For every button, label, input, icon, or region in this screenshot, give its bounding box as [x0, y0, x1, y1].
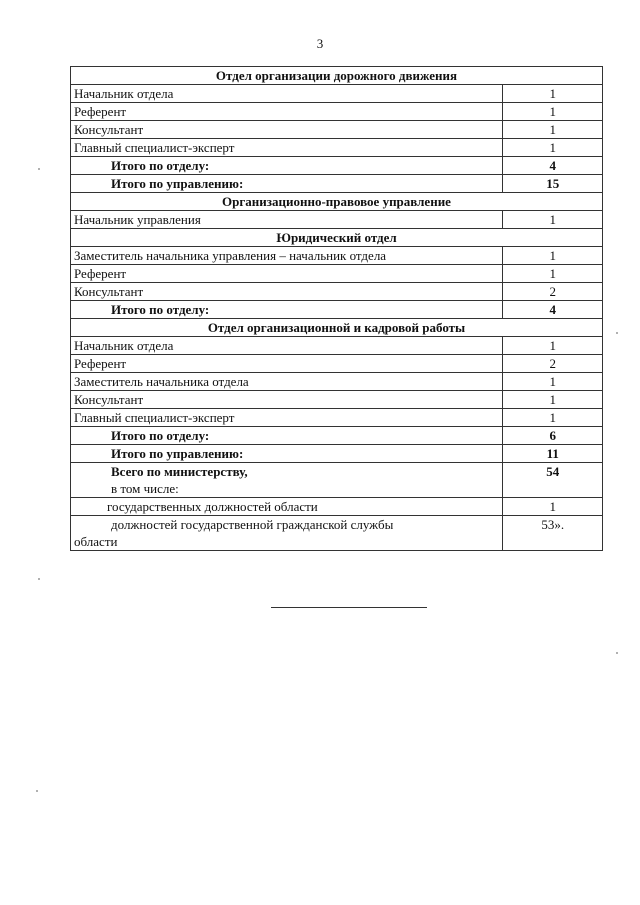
- position-count: 1: [503, 373, 603, 391]
- section-title: Юридический отдел: [71, 229, 603, 247]
- total-value: 15: [503, 175, 603, 193]
- total-label: Итого по отделу:: [71, 157, 503, 175]
- section-header-row: [71, 193, 603, 211]
- table-row: [71, 103, 603, 121]
- total-row: [71, 301, 603, 319]
- section-title: Отдел организационной и кадровой работы: [71, 319, 603, 337]
- total-label: Итого по отделу:: [71, 427, 503, 445]
- table-row: [71, 355, 603, 373]
- total-label: Итого по управлению:: [71, 175, 503, 193]
- including-label: в том числе:: [111, 481, 179, 496]
- civil-service-row: [71, 516, 603, 551]
- state-posts-value: 1: [503, 498, 603, 516]
- table-row: [71, 247, 603, 265]
- total-row: [71, 157, 603, 175]
- table-row: [71, 391, 603, 409]
- position-count: 1: [503, 121, 603, 139]
- scan-speck: [38, 578, 40, 580]
- total-row: [71, 445, 603, 463]
- table-row: [71, 283, 603, 301]
- section-header-row: [71, 229, 603, 247]
- ministry-total-label-cell: [71, 463, 503, 498]
- page-number: 3: [316, 36, 324, 51]
- position-name: Заместитель начальника управления – начальник отдела: [71, 247, 503, 265]
- civil-service-label-cell: [71, 516, 503, 551]
- position-count: 2: [503, 283, 603, 301]
- position-count: 1: [503, 265, 603, 283]
- table-row: [71, 409, 603, 427]
- table-row: [71, 337, 603, 355]
- position-count: 2: [503, 355, 603, 373]
- total-value: 4: [503, 301, 603, 319]
- position-name: Референт: [71, 355, 503, 373]
- civil-service-value: 53».: [503, 516, 603, 551]
- staffing-table: [70, 66, 603, 551]
- section-header-row: [71, 67, 603, 85]
- section-title: Отдел организации дорожного движения: [71, 67, 603, 85]
- section-title: Организационно-правовое управление: [71, 193, 603, 211]
- state-posts-label: государственных должностей области: [71, 498, 503, 516]
- ministry-total-value: 54: [503, 463, 603, 498]
- position-count: 1: [503, 139, 603, 157]
- position-name: Заместитель начальника отдела: [71, 373, 503, 391]
- ministry-total-label: Всего по министерству,: [111, 464, 248, 479]
- position-count: 1: [503, 211, 603, 229]
- table-row: [71, 139, 603, 157]
- position-name: Начальник отдела: [71, 85, 503, 103]
- position-count: 1: [503, 85, 603, 103]
- table-row: [71, 265, 603, 283]
- position-count: 1: [503, 103, 603, 121]
- total-row: [71, 427, 603, 445]
- position-name: Консультант: [71, 391, 503, 409]
- total-row: [71, 175, 603, 193]
- scan-speck: [616, 332, 618, 334]
- total-value: 6: [503, 427, 603, 445]
- state-posts-row: [71, 498, 603, 516]
- closing-rule: [271, 607, 427, 608]
- scan-speck: [36, 790, 38, 792]
- total-value: 4: [503, 157, 603, 175]
- position-count: 1: [503, 247, 603, 265]
- position-name: Консультант: [71, 283, 503, 301]
- position-name: Референт: [71, 265, 503, 283]
- table-row: [71, 121, 603, 139]
- total-label: Итого по отделу:: [71, 301, 503, 319]
- total-label: Итого по управлению:: [71, 445, 503, 463]
- table-row: [71, 211, 603, 229]
- scan-speck: [38, 168, 40, 170]
- position-count: 1: [503, 337, 603, 355]
- scan-speck: [616, 652, 618, 654]
- table-row: [71, 373, 603, 391]
- position-count: 1: [503, 391, 603, 409]
- position-name: Главный специалист-эксперт: [71, 409, 503, 427]
- section-header-row: [71, 319, 603, 337]
- position-name: Референт: [71, 103, 503, 121]
- position-name: Консультант: [71, 121, 503, 139]
- civil-service-label-line2: области: [74, 534, 118, 549]
- civil-service-label-line1: должностей государственной гражданской службы: [111, 517, 394, 532]
- table-row: [71, 85, 603, 103]
- total-value: 11: [503, 445, 603, 463]
- ministry-total-row: [71, 463, 603, 498]
- position-name: Начальник отдела: [71, 337, 503, 355]
- position-name: Начальник управления: [71, 211, 503, 229]
- position-count: 1: [503, 409, 603, 427]
- position-name: Главный специалист-эксперт: [71, 139, 503, 157]
